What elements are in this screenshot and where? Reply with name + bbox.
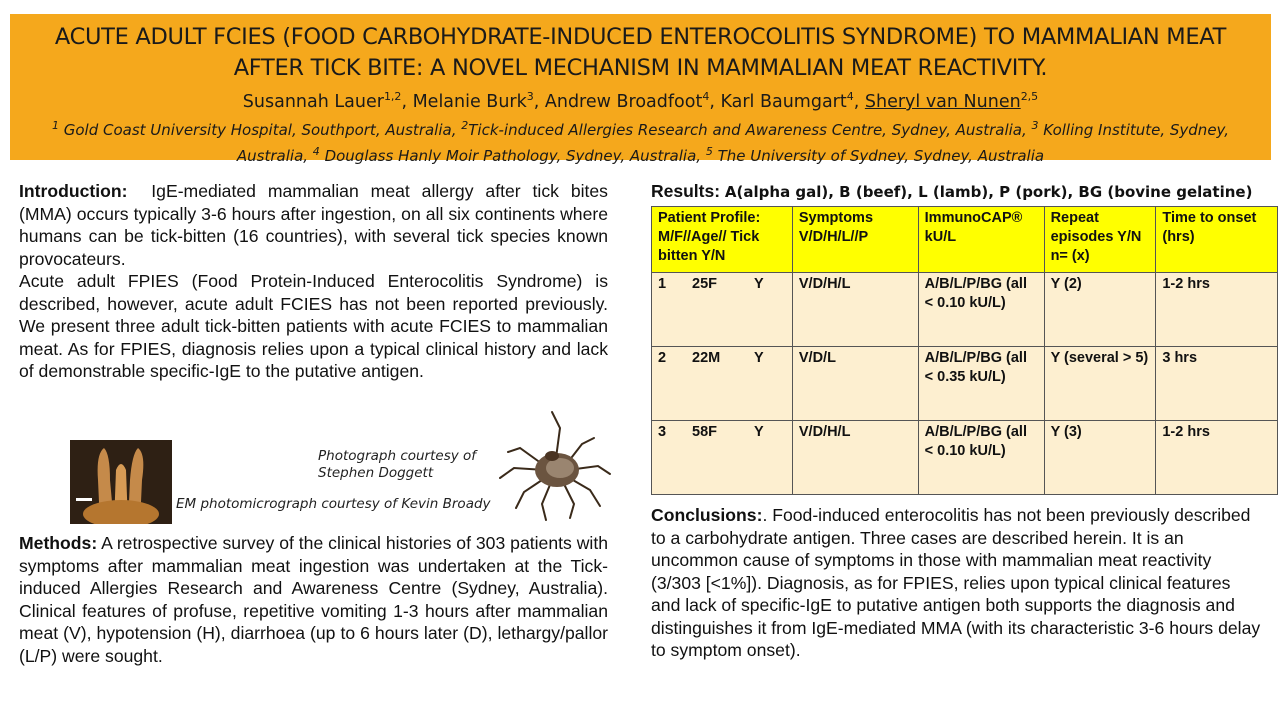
conclusions-section [651,504,1263,662]
tick-mouthparts-image [70,440,172,524]
methods-text: A retrospective survey of the clinical histories of 303 patients with symptoms after mammalian meat ingestion was undertaken at the Tick-induced Allergies Research and Awareness Centre (Sydney, Australia). Clinical features of profuse, repetitive vomiting 1-3 hours after mammalian meat (V), hypotension (H), diarrhoea (up to 6 hours later (D), lethargy/pallor (L/P) were sought. [19,533,608,666]
author-name: Karl Baumgart [720,91,847,112]
patient-profile-cell: 3 58F Y [652,421,793,495]
introduction-paragraph-2: Acute adult FPIES (Food Protein-Induced Enterocolitis Syndrome) is described, however, acute adult FCIES has not been reported previously. We present three adult tick-bitten patients with acute FCIES to mammalian meat. As for FPIES, diagnosis relies upon a typical clinical history and lack of demonstrable specific-IgE to the putative antigen. [19,271,608,381]
onset-cell: 3 hrs [1156,347,1278,421]
symptoms-cell: V/D/H/L [792,273,918,347]
methods-section [19,532,608,667]
affiliations: $^1$ Gold Coast University Hospital, Southport, Australia, $^2$Tick-induced Allergies Research and Awareness Centre, Sydney, Australia, $^3$ Kolling Institute, Sydney, Australia, $^4$ Douglass Hanly Moir Pathology, Sydney, Australia, $^5$ The University of Sydney, Sydney, Australia [51,118,1230,165]
introduction-paragraph-1: IgE-mediated mammalian meat allergy after tick bites (MMA) occurs typically 3-6 hours after ingestion, on all six continents where humans can be tick-bitten (16 countries), with several tick species known provocateurs. [19,181,608,269]
column-header: ImmunoCAP® kU/L [918,207,1044,273]
title-line-1: ACUTE ADULT FCIES (FOOD CARBOHYDRATE-INDUCED ENTEROCOLITIS SYNDROME) TO MAMMALIAN MEAT [54,24,1227,50]
column-header: Time to onset (hrs) [1156,207,1278,273]
immunocap-cell: A/B/L/P/BG (all < 0.10 kU/L) [918,421,1044,495]
results-table [651,206,1278,495]
table-row [652,421,1278,495]
results-heading-line [651,181,1252,202]
conclusions-heading: Conclusions: [651,505,763,525]
methods-heading: Methods: [19,533,98,553]
table-header-row [652,207,1278,273]
table-row [652,347,1278,421]
poster-title [10,22,1271,84]
immunocap-cell: A/B/L/P/BG (all < 0.35 kU/L) [918,347,1044,421]
introduction-section [19,180,608,383]
conclusions-text: . Food-induced enterocolitis has not been previously described to a carbohydrate antigen. Three cases are described herein. It is an uncommon cause of symptoms in those with mammalian meat reactivity (3/303 [<1%]). Diagnosis, as for FPIES, relies upon typical clinical features and lack of specific-IgE to putative antigen both supports the diagnosis and distinguishes it from IgE-mediated MMA (with its characteristic 3-6 hours delay to symptom onset). [651,505,1261,660]
immunocap-cell: A/B/L/P/BG (all < 0.10 kU/L) [918,273,1044,347]
author-name: Andrew Broadfoot [544,91,703,112]
symptoms-cell: V/D/H/L [792,421,918,495]
presenting-author-name: Sheryl van Nunen [864,91,1021,112]
column-header: Patient Profile: M/F//Age// Tick bitten Y/N [652,207,793,273]
symptoms-cell: V/D/L [792,347,918,421]
author-name: Melanie Burk [412,91,527,112]
author-name: Susannah Lauer [242,91,384,112]
column-header: Symptoms V/D/H/L//P [792,207,918,273]
results-heading: Results: [651,181,721,201]
em-photomicrograph [70,440,172,524]
column-header: Repeat episodes Y/N n= (x) [1044,207,1156,273]
repeat-cell: Y (several > 5) [1044,347,1156,421]
onset-cell: 1-2 hrs [1156,421,1278,495]
title-banner [10,14,1271,165]
tick-photograph [490,408,616,524]
photo-caption: Photograph courtesy of Stephen Doggett [318,448,477,481]
title-line-2: AFTER TICK BITE: A NOVEL MECHANISM IN MAMMALIAN MEAT REACTIVITY. [233,55,1048,81]
em-caption: EM photomicrograph courtesy of Kevin Broady [176,496,491,512]
patient-profile-cell: 1 25F Y [652,273,793,347]
onset-cell: 1-2 hrs [1156,273,1278,347]
author-list: Susannah Lauer$^{1,2}$, Melanie Burk$^3$, Andrew Broadfoot$^4$, Karl Baumgart$^4$, Sheryl van Nunen$^{2,5}$ [242,90,1039,112]
repeat-cell: Y (3) [1044,421,1156,495]
results-legend: A(alpha gal), B (beef), L (lamb), P (pork), BG (bovine gelatine) [724,183,1253,201]
patient-profile-cell: 2 22M Y [652,347,793,421]
introduction-heading: Introduction: [19,181,128,201]
tick-icon [490,408,616,524]
repeat-cell: Y (2) [1044,273,1156,347]
table-row [652,273,1278,347]
